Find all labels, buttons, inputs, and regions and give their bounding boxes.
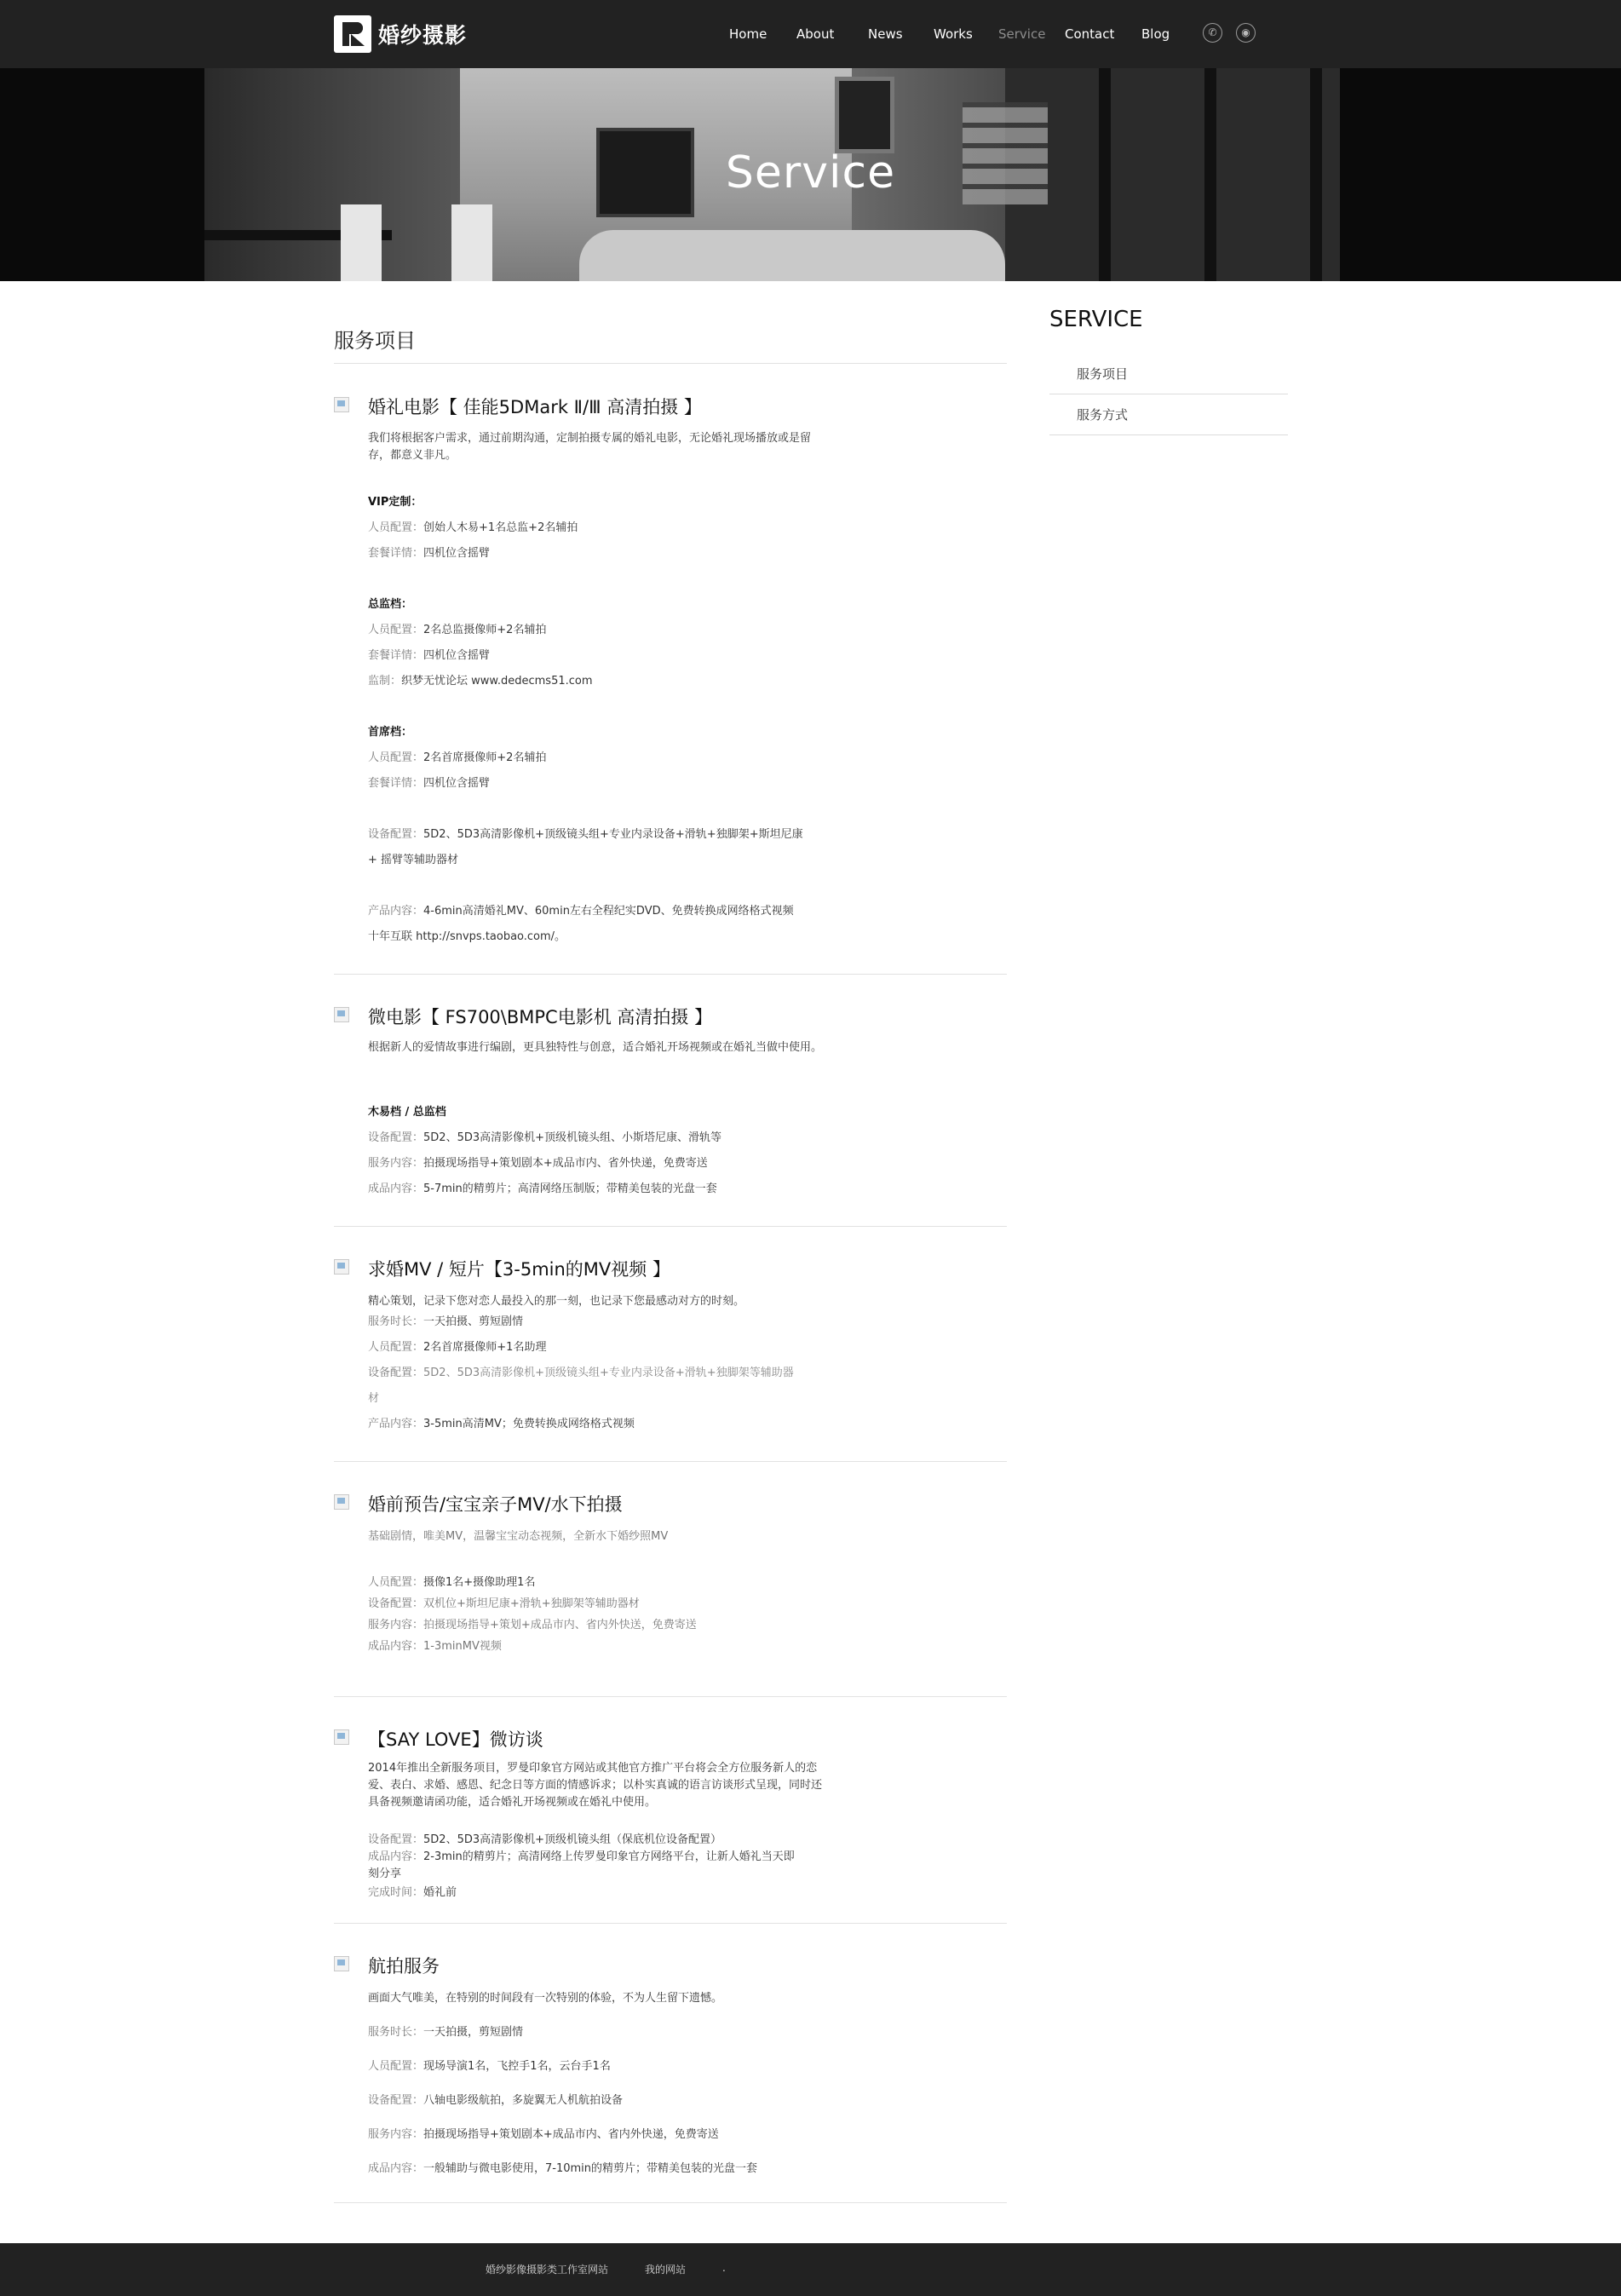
logo-mark-icon xyxy=(334,15,371,53)
vip-package: 套餐详情：四机位含摇臂 xyxy=(368,547,491,560)
service-intro: 画面大气唯美，在特别的时间段有一次特别的体验，不为人生留下遗憾。 xyxy=(368,1992,723,2005)
service-content: 服务内容：拍摄现场指导+策划剧本+成品市内、省外快递，免费寄送 xyxy=(368,1157,708,1170)
equipment: 设备配置：5D2、5D3高清影像机+顶级机镜头组、小斯塔尼康、滑轨等 xyxy=(368,1131,722,1144)
service-intro: 根据新人的爱情故事进行编剧，更具独特性与创意，适合婚礼开场视频或在婚礼当做中使用。 xyxy=(368,1041,823,1054)
main-content xyxy=(334,324,1007,364)
service-title[interactable]: 婚前预告/宝宝亲子MV/水下拍摄 xyxy=(368,1494,623,1515)
product: 产品内容：3-5min高清MV；免费转换成网络格式视频 xyxy=(368,1418,635,1430)
service-title[interactable]: 婚礼电影【 佳能5DMark Ⅱ/Ⅲ 高清拍摄 】 xyxy=(368,397,702,417)
banner-title: Service xyxy=(725,147,896,199)
nav-news[interactable]: News xyxy=(868,26,903,42)
footer-link-dot[interactable]: . xyxy=(722,2262,726,2274)
broken-image-icon xyxy=(334,397,349,412)
equipment: 设备配置：双机位+斯坦尼康+滑轨+独脚架等辅助器材 xyxy=(368,1597,640,1610)
service-intro: 2014年推出全新服务项目，罗曼印象官方网站或其他官方推广平台将会全方位服务新人的恋爱、表白、求婚、感恩、纪念日等方面的情感诉求；以朴实真诚的语言访谈形式呈现，同时还具备视频邀请函功能，适合婚礼开场视频或在婚礼中使用。 xyxy=(368,1762,823,1809)
wall-picture xyxy=(835,77,894,153)
nav-about[interactable]: About xyxy=(796,26,835,42)
service-intro: 我们将根据客户需求，通过前期沟通，定制拍摄专属的婚礼电影，无论婚礼现场播放或是留存，都意义非凡。 xyxy=(368,432,812,462)
equipment: 设备配置：5D2、5D3高清影像机+顶级机镜头组（保底机位设备配置） xyxy=(368,1833,722,1846)
product: 产品内容：4-6min高清婚礼MV、60min左右全程纪实DVD、免费转换成网络格式视频 xyxy=(368,905,794,918)
product-continued: 刻分享 xyxy=(368,1867,402,1880)
broken-image-icon xyxy=(334,1956,349,1971)
service-item-preview-mv xyxy=(334,1491,1007,1697)
nav-contact[interactable]: Contact xyxy=(1065,26,1115,42)
service-intro: 精心策划，记录下您对恋人最投入的那一刻，也记录下您最感动对方的时刻。 xyxy=(368,1295,745,1308)
staff: 人员配置：现场导演1名，飞控手1名，云台手1名 xyxy=(368,2060,611,2073)
chief-package: 套餐详情：四机位含摇臂 xyxy=(368,777,491,790)
equipment: 设备配置：5D2、5D3高清影像机+顶级镜头组+专业内录设备+滑轨+独脚架+斯坦尼康 xyxy=(368,828,803,841)
footer-link-my-site[interactable]: 我的网站 xyxy=(645,2264,687,2276)
nav-blog[interactable]: Blog xyxy=(1141,26,1170,42)
completion-time: 完成时间：婚礼前 xyxy=(368,1886,457,1899)
service-title[interactable]: 微电影【 FS700\BMPC电影机 高清拍摄 】 xyxy=(368,1007,713,1027)
site-footer xyxy=(0,2243,1621,2296)
vip-staff: 人员配置：创始人木易+1名总监+2名辅拍 xyxy=(368,521,578,534)
service-intro: 基础剧情，唯美MV，温馨宝宝动态视频，全新水下婚纱照MV xyxy=(368,1530,669,1543)
service-content: 服务内容：拍摄现场指导+策划+成品市内、省内外快送，免费寄送 xyxy=(368,1619,697,1631)
product: 成品内容：5-7min的精剪片；高清网络压制版；带精美包装的光盘一套 xyxy=(368,1183,717,1195)
tier-heading: 木易档 / 总监档 xyxy=(368,1106,446,1119)
site-header xyxy=(0,0,1621,68)
equipment-continued: + 摇臂等辅助器材 xyxy=(368,854,459,866)
wechat-icon[interactable]: ◉ xyxy=(1236,23,1256,43)
equipment: 设备配置：5D2、5D3高清影像机+顶级镜头组+专业内录设备+滑轨+独脚架等辅助器 xyxy=(368,1367,794,1379)
duration: 服务时长：一天拍摄、剪短剧情 xyxy=(368,1315,524,1328)
broken-image-icon xyxy=(334,1494,349,1510)
director-supervisor: 监制：织梦无忧论坛 www.dedecms51.com xyxy=(368,675,593,688)
director-package: 套餐详情：四机位含摇臂 xyxy=(368,649,491,662)
service-title[interactable]: 【SAY LOVE】微访谈 xyxy=(368,1729,543,1750)
duration: 服务时长：一天拍摄，剪短剧情 xyxy=(368,2026,524,2039)
sidebar-item-service-methods[interactable]: 服务方式 xyxy=(1049,395,1288,435)
director-staff: 人员配置：2名总监摄像师+2名辅拍 xyxy=(368,624,547,636)
staff: 人员配置：摄像1名+摄像助理1名 xyxy=(368,1576,536,1589)
vip-heading: VIP定制： xyxy=(368,496,422,509)
product: 成品内容：1-3minMV视频 xyxy=(368,1640,502,1653)
director-heading: 总监档： xyxy=(368,598,413,611)
nav-home[interactable]: Home xyxy=(729,26,767,42)
logo[interactable] xyxy=(334,14,467,54)
service-title[interactable]: 求婚MV / 短片【3-5min的MV视频 】 xyxy=(368,1259,670,1280)
nav-service[interactable]: Service xyxy=(998,26,1046,42)
product-continued[interactable]: 十年互联 http://snvps.taobao.com/。 xyxy=(368,930,566,943)
staff: 人员配置：2名首席摄像师+1名助理 xyxy=(368,1341,547,1354)
page-banner xyxy=(0,68,1621,281)
service-item-proposal-mv xyxy=(334,1256,1007,1462)
service-item-say-love xyxy=(334,1726,1007,1924)
footer-link-site[interactable]: 婚纱影像摄影类工作室网站 xyxy=(486,2264,609,2276)
broken-image-icon xyxy=(334,1007,349,1022)
logo-text: 婚纱摄影 xyxy=(378,23,468,48)
sidebar-item-service-items[interactable]: 服务项目 xyxy=(1049,354,1288,394)
nav-works[interactable]: Works xyxy=(934,26,973,42)
product: 成品内容：一般辅助与微电影使用，7-10min的精剪片；带精美包装的光盘一套 xyxy=(368,2162,758,2175)
page-title: 服务项目 xyxy=(334,324,1007,364)
equipment-continued: 材 xyxy=(368,1392,380,1405)
sofa xyxy=(579,230,1005,281)
chief-staff: 人员配置：2名首席摄像师+2名辅拍 xyxy=(368,751,547,764)
service-content: 服务内容：拍摄现场指导+策划剧本+成品市内、省内外快递，免费寄送 xyxy=(368,2128,719,2141)
product: 成品内容：2-3min的精剪片；高清网络上传罗曼印象官方网络平台，让新人婚礼当天即 xyxy=(368,1850,795,1863)
broken-image-icon xyxy=(334,1259,349,1275)
phone-icon[interactable]: ✆ xyxy=(1203,23,1222,43)
sidebar xyxy=(1049,307,1288,423)
service-item-aerial xyxy=(334,1953,1007,2203)
chief-heading: 首席档： xyxy=(368,726,413,739)
service-item-micro-film xyxy=(334,1004,1007,1227)
broken-image-icon xyxy=(334,1729,349,1745)
service-item-wedding-film xyxy=(334,394,1007,975)
sidebar-title: SERVICE xyxy=(1049,307,1143,332)
equipment: 设备配置：八轴电影级航拍，多旋翼无人机航拍设备 xyxy=(368,2094,624,2107)
service-title[interactable]: 航拍服务 xyxy=(368,1956,440,1977)
